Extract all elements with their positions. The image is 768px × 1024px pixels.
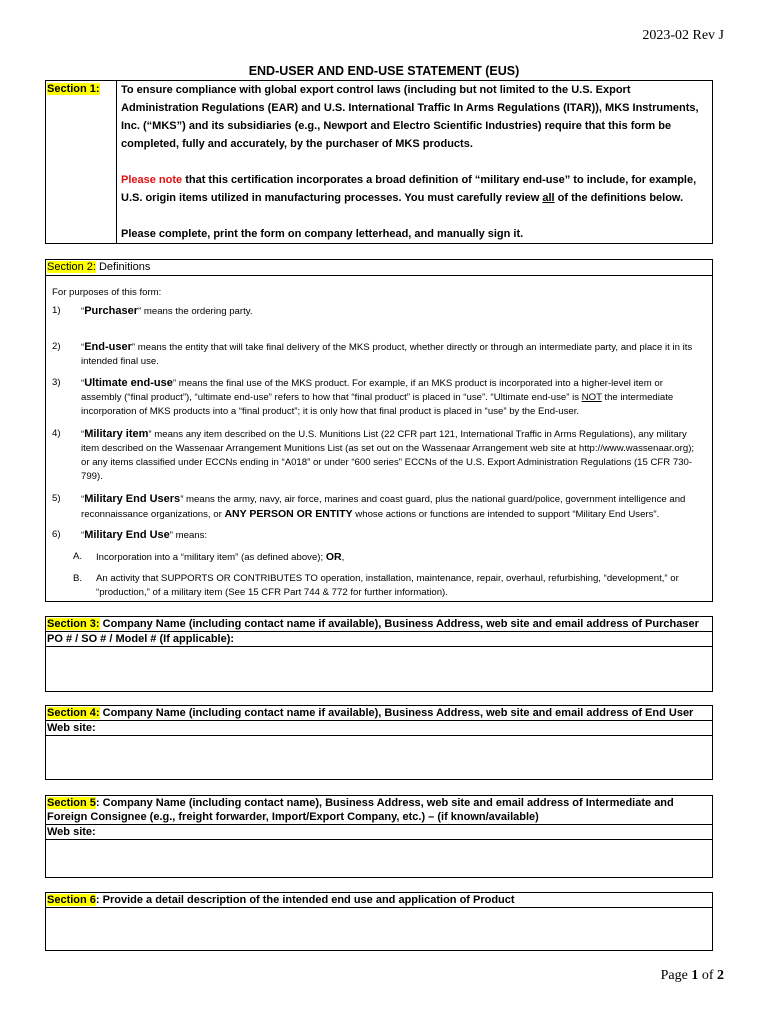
definition-number: 1) bbox=[52, 305, 61, 316]
section-2-label: Section 2: bbox=[47, 261, 96, 273]
section-3-title: Company Name (including contact name if available), Business Address, web site and email address of Purchaser bbox=[99, 618, 699, 630]
not-emphasis: NOT bbox=[581, 392, 602, 403]
definition-number: 2) bbox=[52, 341, 61, 352]
total-pages: 2 bbox=[717, 968, 724, 983]
definition-text: ” means the entity that will take final delivery of the MKS product, whether directly or through an intermediate party, and place it in its intended final use. bbox=[81, 342, 693, 367]
sub-item-text: Incorporation into a “military item” (as defined above); bbox=[96, 552, 326, 563]
revision-label: 2023-02 Rev J bbox=[642, 28, 724, 43]
definition-1: 1) “Purchaser” means the ordering party. bbox=[52, 305, 253, 317]
section-3 bbox=[45, 616, 713, 692]
section-4-label: Section 4: bbox=[47, 707, 100, 719]
section-5-subheader: Web site: bbox=[46, 825, 712, 840]
note-text-end: of the definitions below. bbox=[554, 192, 684, 204]
definitions-intro: For purposes of this form: bbox=[52, 287, 162, 298]
sub-item-letter: B. bbox=[73, 573, 83, 584]
definition-term: Purchaser bbox=[84, 305, 139, 317]
end-user-info-field[interactable] bbox=[46, 736, 712, 779]
section-1-body bbox=[121, 81, 706, 243]
definition-term: End-user bbox=[84, 341, 132, 353]
definition-text: ” means any item described on the U.S. Munitions List (22 CFR part 121, International Traffic in Arms Regulations), any military item described on the Wassenaar Arrangement Munitions List (as set out on the Wassenaar Arrangement web site at http://www.wassenaar.org); or any items classified under ECCNs ending in “A018” or under “600 series” ECCNs of the U.S. Export Administration Regulations (15 CFR 730-799). bbox=[81, 429, 695, 482]
compliance-paragraph: To ensure compliance with global export control laws (including but not limited to the U.S. Export Administration Regulations (EAR) and U.S. International Traffic In Arms Regulations (ITAR)), MKS Instruments, Inc. (“MKS”) and its subsidiaries (e.g., Newport and Electro Scientific Industries) require that this form be completed, fully and accurately, by the purchaser of MKS products. bbox=[121, 84, 699, 150]
section-6-header bbox=[46, 893, 712, 908]
section-5 bbox=[45, 795, 713, 878]
note-text: that this certification incorporates a broad definition of “military end-use” to include, for example, U.S. origin items utilized in manufacturing processes. You must carefully review bbox=[121, 174, 697, 204]
sub-item-letter: A. bbox=[73, 551, 83, 562]
section-1 bbox=[45, 80, 713, 244]
or-emphasis: OR bbox=[325, 551, 342, 563]
definition-2: 2) “End-user” means the entity that will take final delivery of the MKS product, whether directly or through an intermediate party, and place it in its intended final use. bbox=[52, 341, 693, 367]
definition-number: 3) bbox=[52, 377, 61, 388]
definition-text: ” means the ordering party. bbox=[138, 306, 253, 317]
definition-term: Military item bbox=[84, 428, 149, 440]
definition-text-end: the intermediate incorporation of MKS products into a “final product”; it is only how that final product is placed in “use” by the End-user. bbox=[81, 392, 674, 417]
all-emphasis: all bbox=[542, 192, 555, 204]
definition-text: ” means: bbox=[169, 530, 208, 541]
page-number: Page 1 of 2 bbox=[660, 968, 724, 983]
section-3-label: Section 3: bbox=[47, 618, 100, 630]
section-6-label: Section 6 bbox=[47, 894, 96, 906]
section-5-header bbox=[46, 796, 712, 825]
section-1-label-cell bbox=[46, 81, 117, 243]
please-note-label: Please note bbox=[121, 174, 183, 186]
definition-text: ” means the final use of the MKS product. For example, if an MKS product is incorporated into a higher-level item or assembly (“final product”), “ultimate end-use” refers to how that “final product” is placed in “use”. “Ultimate end-use” is bbox=[81, 378, 663, 403]
definition-term: Military End Use bbox=[84, 529, 170, 541]
section-5-title: : Company Name (including contact name), Business Address, web site and email address of Intermediate and Foreign Consignee (e.g., freight forwarder, Import/Export Company, etc.) – (if known/available) bbox=[47, 797, 674, 823]
definition-text: ” means the army, navy, air force, marines and coast guard, plus the national guard/police, government intelligence and reconnaissance organizations, or bbox=[81, 494, 686, 520]
definition-number: 5) bbox=[52, 493, 61, 504]
section-2-title: Definitions bbox=[95, 261, 151, 273]
definition-5: 5) “Military End Users” means the army, navy, air force, marines and coast guard, plus the national guard/police, government intelligence and reconnaissance organizations, or ANY PERSON OR ENTITY whose actions or functions are intended to support “Military End Users”. bbox=[52, 493, 686, 520]
definition-number: 4) bbox=[52, 428, 61, 439]
end-use-description-field[interactable] bbox=[46, 908, 712, 950]
consignee-info-field[interactable] bbox=[46, 840, 712, 877]
sub-item-text: An activity that SUPPORTS OR CONTRIBUTES TO operation, installation, maintenance, repair, overhaul, refurbishing, “development,” or “production,” of a military item (See 15 CFR Part 744 & 772 for further information). bbox=[96, 573, 679, 598]
definition-term: Military End Users bbox=[84, 493, 181, 505]
section-4 bbox=[45, 705, 713, 780]
section-2 bbox=[45, 259, 713, 602]
sub-item-a: A. Incorporation into a “military item” (as defined above); OR, bbox=[73, 551, 345, 563]
current-page: 1 bbox=[691, 968, 699, 983]
definition-3: 3) “Ultimate end-use” means the final use of the MKS product. For example, if an MKS product is incorporated into a higher-level item or assembly (“final product”), “ultimate end-use” refers to how that “final product” is placed in “use”. “Ultimate end-use” is NOT the intermediate incorporation of MKS products into a “final product”; it is only how that final product is placed in “use” by the End-user. bbox=[52, 377, 674, 417]
document-title: END-USER AND END-USE STATEMENT (EUS) bbox=[248, 64, 520, 78]
definition-term: Ultimate end-use bbox=[84, 377, 173, 389]
instructions-paragraph: Please complete, print the form on company letterhead, and manually sign it. bbox=[121, 228, 524, 240]
section-5-label: Section 5 bbox=[47, 797, 96, 809]
section-4-title: Company Name (including contact name if available), Business Address, web site and email address of End User bbox=[99, 707, 694, 719]
any-person-emphasis: ANY PERSON OR ENTITY bbox=[224, 508, 353, 520]
section-6 bbox=[45, 892, 713, 951]
section-6-title: : Provide a detail description of the intended end use and application of Product bbox=[95, 894, 515, 906]
section-2-header bbox=[46, 260, 712, 276]
section-1-label: Section 1: bbox=[47, 83, 100, 95]
sub-item-b bbox=[73, 572, 702, 600]
definition-4: 4) “Military item” means any item described on the U.S. Munitions List (22 CFR part 121, International Traffic in Arms Regulations), any military item described on the Wassenaar Arrangement Munitions List (as set out on the Wassenaar Arrangement web site at http://www.wassenaar.org); or any items classified under ECCNs ending in “A018” or under “600 series” ECCNs of the U.S. Export Administration Regulations (15 CFR 730-799). bbox=[52, 428, 695, 482]
section-4-subheader: Web site: bbox=[46, 721, 712, 736]
section-4-header bbox=[46, 706, 712, 721]
note-paragraph bbox=[121, 171, 706, 207]
definition-6: 6) “Military End Use” means: bbox=[52, 529, 208, 541]
section-3-header bbox=[46, 617, 712, 632]
section-3-subheader: PO # / SO # / Model # (If applicable): bbox=[46, 632, 712, 647]
definition-number: 6) bbox=[52, 529, 61, 540]
purchaser-info-field[interactable] bbox=[46, 647, 712, 691]
definition-text-end: whose actions or functions are intended to support “Military End Users”. bbox=[352, 509, 660, 520]
